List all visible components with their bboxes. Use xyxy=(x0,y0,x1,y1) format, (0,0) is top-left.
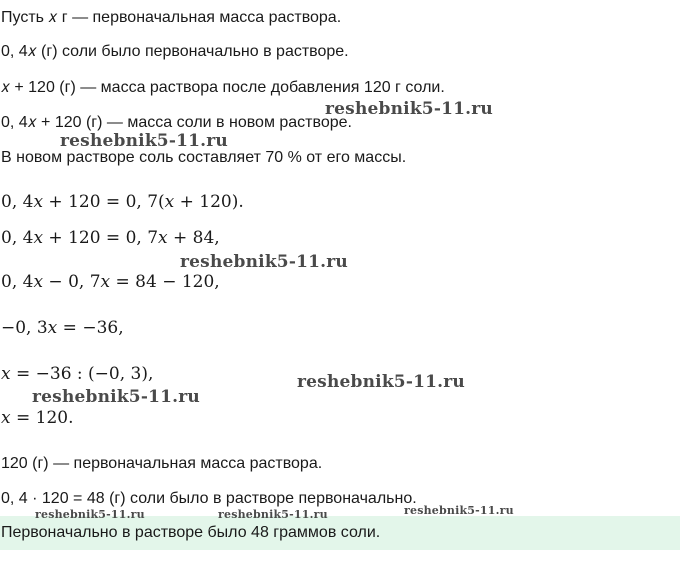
conclusion-line-1: 120 (г) — первоначальная масса раствора. xyxy=(1,455,323,472)
watermark: reshebnik5-11.ru xyxy=(218,508,328,521)
answer-box xyxy=(0,516,680,550)
watermark: reshebnik5-11.ru xyxy=(297,372,465,392)
watermark: reshebnik5-11.ru xyxy=(180,252,348,272)
text-line-5: В новом растворе соль составляет 70 % от его массы. xyxy=(1,149,407,166)
conclusion-line-2: 0, 4 · 120 = 48 (г) соли было в растворе первоначально. xyxy=(1,490,417,507)
watermark: reshebnik5-11.ru xyxy=(404,504,514,517)
equation-1: 0, 4𝑥 + 120 = 0, 7(𝑥 + 120). xyxy=(1,192,244,212)
equation-2: 0, 4𝑥 + 120 = 0, 7𝑥 + 84, xyxy=(1,228,220,248)
text-line-3: 𝑥 + 120 (г) — масса раствора после добавления 120 г соли. xyxy=(1,79,445,96)
equation-4: −0, 3𝑥 = −36, xyxy=(1,318,124,338)
equation-6: 𝑥 = 120. xyxy=(1,408,74,428)
watermark: reshebnik5-11.ru xyxy=(32,387,200,407)
text-line-1: Пусть 𝑥 г — первоначальная масса раствора. xyxy=(1,9,342,26)
watermark: reshebnik5-11.ru xyxy=(325,99,493,119)
watermark: reshebnik5-11.ru xyxy=(35,508,145,521)
watermark: reshebnik5-11.ru xyxy=(60,131,228,151)
text-line-4: 0, 4𝑥 + 120 (г) — масса соли в новом растворе. xyxy=(1,114,352,131)
answer-text: Первоначально в растворе было 48 граммов соли. xyxy=(1,524,381,541)
text-line-2: 0, 4𝑥 (г) соли было первоначально в растворе. xyxy=(1,43,349,60)
equation-3: 0, 4𝑥 − 0, 7𝑥 = 84 − 120, xyxy=(1,272,220,292)
equation-5: 𝑥 = −36 : (−0, 3), xyxy=(1,364,154,384)
